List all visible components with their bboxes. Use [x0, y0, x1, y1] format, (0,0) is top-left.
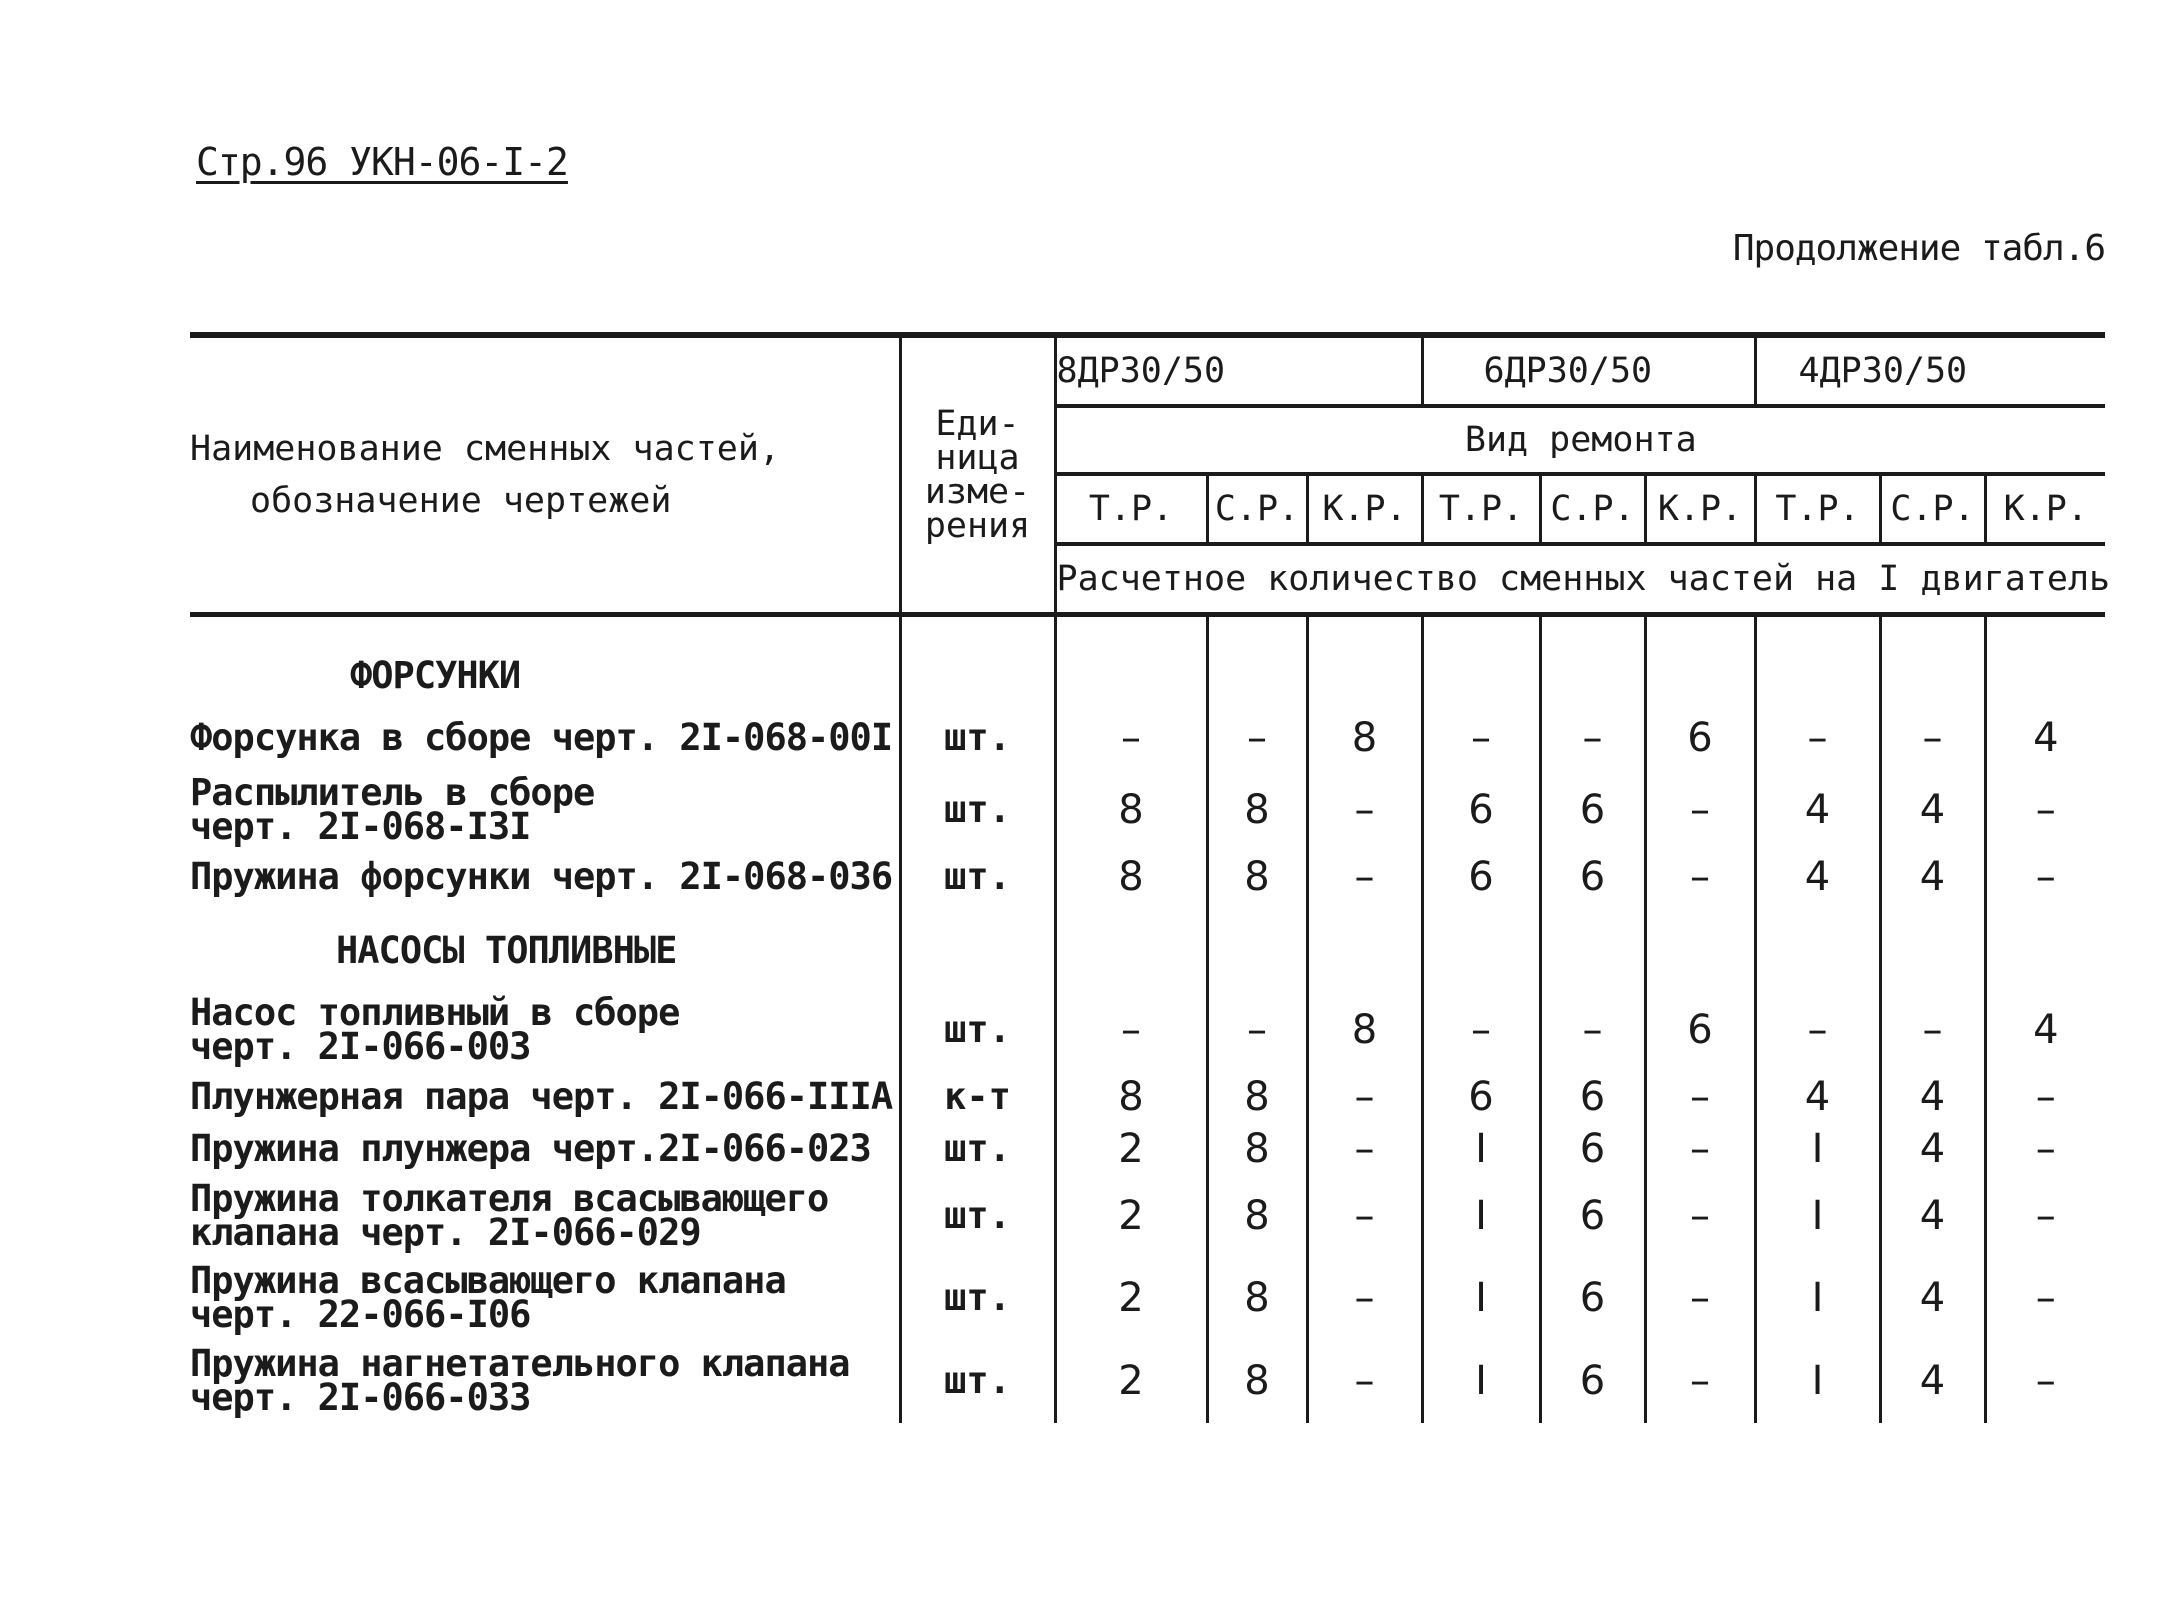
quantity-cell: – [1055, 707, 1207, 769]
quantity-cell: – [1422, 989, 1540, 1071]
repair-type-header: К.Р. [1985, 474, 2105, 544]
table-header [190, 335, 2111, 615]
quantity-cell [1645, 615, 1755, 707]
part-name [190, 1257, 900, 1339]
table-row [190, 1123, 2105, 1175]
quantity-cell: – [1880, 989, 1985, 1071]
quantity-cell: – [1985, 1339, 2105, 1423]
quantity-cell: 6 [1540, 851, 1645, 903]
part-name-line: Распылитель в сборе [190, 770, 595, 814]
table-row [190, 989, 2105, 1071]
quantity-cell [1207, 903, 1307, 989]
part-name-line: черт. 22-066-I06 [190, 1292, 531, 1336]
engine-header-8dr: 8ДР30/50 [1055, 335, 1422, 406]
quantity-cell [1540, 903, 1645, 989]
quantity-cell: – [1307, 769, 1422, 851]
engine-header-4dr: 4ДР30/50 [1755, 335, 2105, 406]
repair-kind-header: Вид ремонта [1055, 406, 2105, 474]
quantity-cell: 8 [1207, 769, 1307, 851]
quantity-cell: – [1307, 1123, 1422, 1175]
quantity-cell: – [1755, 989, 1880, 1071]
quantity-cell [1880, 615, 1985, 707]
quantity-cell: – [1540, 989, 1645, 1071]
quantity-cell: I [1422, 1175, 1540, 1257]
unit-cell: шт. [900, 851, 1055, 903]
quantity-cell [1985, 903, 2105, 989]
repair-type-header: Т.Р. [1755, 474, 1880, 544]
part-name-line: черт. 2I-066-003 [190, 1024, 531, 1068]
quantity-cell: 6 [1422, 851, 1540, 903]
quantity-cell: I [1755, 1123, 1880, 1175]
section-title [190, 903, 900, 989]
quantity-cell: – [1540, 707, 1645, 769]
quantity-cell: – [1645, 769, 1755, 851]
table-row [190, 851, 2105, 903]
quantity-cell [1207, 615, 1307, 707]
quantity-cell: – [1055, 989, 1207, 1071]
quantity-cell: I [1422, 1257, 1540, 1339]
repair-type-header: К.Р. [1307, 474, 1422, 544]
quantity-cell: 8 [1207, 1175, 1307, 1257]
repair-type-header: С.Р. [1207, 474, 1307, 544]
quantity-cell [1880, 903, 1985, 989]
table-row [190, 707, 2105, 769]
quantity-cell: – [1307, 1175, 1422, 1257]
quantity-cell: 6 [1540, 1123, 1645, 1175]
part-name [190, 769, 900, 851]
unit-cell: шт. [900, 1123, 1055, 1175]
quantity-cell: – [1307, 1071, 1422, 1123]
quantity-cell: 6 [1540, 1339, 1645, 1423]
quantity-cell: – [1985, 1257, 2105, 1339]
section-row [190, 615, 2105, 707]
part-name-line: Пружина плунжера черт.2I-066-023 [190, 1126, 871, 1170]
quantity-cell [1755, 615, 1880, 707]
quantity-cell: – [1307, 1339, 1422, 1423]
quantity-cell: I [1755, 1339, 1880, 1423]
quantity-cell: 8 [1207, 851, 1307, 903]
quantity-cell: – [1645, 1071, 1755, 1123]
quantity-cell: 2 [1055, 1123, 1207, 1175]
quantity-cell: 4 [1880, 1071, 1985, 1123]
quantity-cell: 6 [1645, 989, 1755, 1071]
quantity-cell: – [1645, 1123, 1755, 1175]
part-name [190, 1339, 900, 1423]
part-name-line: Плунжерная пара черт. 2I-066-IIIA [190, 1074, 893, 1118]
part-name-line: Пружина толкателя всасывающего [190, 1176, 829, 1220]
section-title [190, 615, 900, 707]
quantity-cell: – [1645, 1257, 1755, 1339]
quantity-cell [1307, 615, 1422, 707]
quantity-cell: 4 [1880, 769, 1985, 851]
part-name-line: Пружина всасывающего клапана [190, 1258, 786, 1302]
part-name [190, 989, 900, 1071]
part-name [190, 851, 900, 903]
quantity-cell: 8 [1055, 1071, 1207, 1123]
page-reference: Стр.96 УКН-06-I-2 [196, 140, 568, 184]
repair-type-header: Т.Р. [1422, 474, 1540, 544]
quantity-cell [1422, 903, 1540, 989]
quantity-cell: 6 [1645, 707, 1755, 769]
quantity-cell: 4 [1880, 851, 1985, 903]
quantity-cell [1985, 615, 2105, 707]
part-name [190, 707, 900, 769]
quantity-cell [1422, 615, 1540, 707]
quantity-cell: 2 [1055, 1339, 1207, 1423]
table-row [190, 1175, 2105, 1257]
quantity-cell: 8 [1055, 851, 1207, 903]
unit-cell: шт. [900, 1339, 1055, 1423]
part-name-line: НАСОСЫ ТОПЛИВНЫЕ [336, 928, 677, 972]
quantity-cell: 4 [1985, 989, 2105, 1071]
quantity-cell: 4 [1755, 1071, 1880, 1123]
table-continuation-note: Продолжение табл.6 [1732, 228, 2105, 269]
quantity-cell: – [1307, 1257, 1422, 1339]
quantity-cell: 4 [1880, 1257, 1985, 1339]
quantity-cell: 4 [1880, 1339, 1985, 1423]
part-name [190, 1071, 900, 1123]
quantity-cell: 8 [1207, 1071, 1307, 1123]
quantity-cell: 6 [1540, 1257, 1645, 1339]
spare-parts-table [190, 332, 2111, 1423]
quantity-cell: 4 [1755, 851, 1880, 903]
column-header-unit: Еди- ница изме- рения [900, 335, 1055, 615]
unit-cell: шт. [900, 989, 1055, 1071]
unit-cell [900, 903, 1055, 989]
quantity-cell: 4 [1755, 769, 1880, 851]
quantity-cell: 2 [1055, 1175, 1207, 1257]
quantity-cell: I [1755, 1257, 1880, 1339]
quantity-cell [1645, 903, 1755, 989]
quantity-cell: 8 [1307, 707, 1422, 769]
table-body [190, 615, 2105, 1423]
part-name-line: Форсунка в сборе черт. 2I-068-00I [190, 715, 893, 759]
quantity-cell: 8 [1207, 1339, 1307, 1423]
quantity-cell: 8 [1207, 1123, 1307, 1175]
part-name-line: Пружина нагнетательного клапана [190, 1341, 850, 1385]
unit-cell: шт. [900, 1175, 1055, 1257]
part-name-line: Насос топливный в сборе [190, 990, 680, 1034]
quantity-cell: – [1880, 707, 1985, 769]
quantity-cell: – [1985, 851, 2105, 903]
part-name [190, 1175, 900, 1257]
calculated-quantity-caption: Расчетное количество сменных частей на I двигатель [1055, 544, 2105, 615]
table-row [190, 1339, 2105, 1423]
part-name-line: черт. 2I-068-I3I [190, 804, 531, 848]
part-name-line: ФОРСУНКИ [350, 653, 521, 697]
quantity-cell: – [1985, 1123, 2105, 1175]
quantity-cell: – [1645, 1339, 1755, 1423]
quantity-cell: – [1985, 1071, 2105, 1123]
quantity-cell: – [1307, 851, 1422, 903]
part-name-line: клапана черт. 2I-066-029 [190, 1210, 701, 1254]
quantity-cell: 2 [1055, 1257, 1207, 1339]
quantity-cell: 8 [1307, 989, 1422, 1071]
quantity-cell: 4 [1880, 1175, 1985, 1257]
quantity-cell: I [1422, 1123, 1540, 1175]
quantity-cell: – [1422, 707, 1540, 769]
repair-type-header: С.Р. [1880, 474, 1985, 544]
section-row [190, 903, 2105, 989]
table-row [190, 1257, 2105, 1339]
quantity-cell: 8 [1207, 1257, 1307, 1339]
unit-cell: к-т [900, 1071, 1055, 1123]
repair-type-header: Т.Р. [1055, 474, 1207, 544]
quantity-cell: – [1985, 769, 2105, 851]
quantity-cell: 6 [1540, 1071, 1645, 1123]
repair-type-header: С.Р. [1540, 474, 1645, 544]
repair-type-header: К.Р. [1645, 474, 1755, 544]
quantity-cell [1540, 615, 1645, 707]
table-row [190, 1071, 2105, 1123]
unit-cell: шт. [900, 707, 1055, 769]
unit-cell: шт. [900, 769, 1055, 851]
unit-cell [900, 615, 1055, 707]
column-header-name: Наименование сменных частей, обозначение чертежей [190, 335, 900, 615]
quantity-cell: – [1207, 989, 1307, 1071]
quantity-cell: – [1755, 707, 1880, 769]
table-row [190, 769, 2105, 851]
quantity-cell: 6 [1540, 769, 1645, 851]
quantity-cell [1755, 903, 1880, 989]
quantity-cell: I [1422, 1339, 1540, 1423]
quantity-cell [1055, 615, 1207, 707]
quantity-cell: 4 [1880, 1123, 1985, 1175]
quantity-cell: I [1755, 1175, 1880, 1257]
quantity-cell: 6 [1540, 1175, 1645, 1257]
quantity-cell: 4 [1985, 707, 2105, 769]
part-name [190, 1123, 900, 1175]
engine-header-6dr: 6ДР30/50 [1422, 335, 1755, 406]
quantity-cell: – [1645, 851, 1755, 903]
quantity-cell: – [1985, 1175, 2105, 1257]
quantity-cell: – [1207, 707, 1307, 769]
quantity-cell [1307, 903, 1422, 989]
part-name-line: черт. 2I-066-033 [190, 1375, 531, 1419]
unit-cell: шт. [900, 1257, 1055, 1339]
part-name-line: Пружина форсунки черт. 2I-068-036 [190, 854, 893, 898]
quantity-cell: – [1645, 1175, 1755, 1257]
quantity-cell: 6 [1422, 769, 1540, 851]
quantity-cell: 8 [1055, 769, 1207, 851]
quantity-cell [1055, 903, 1207, 989]
quantity-cell: 6 [1422, 1071, 1540, 1123]
